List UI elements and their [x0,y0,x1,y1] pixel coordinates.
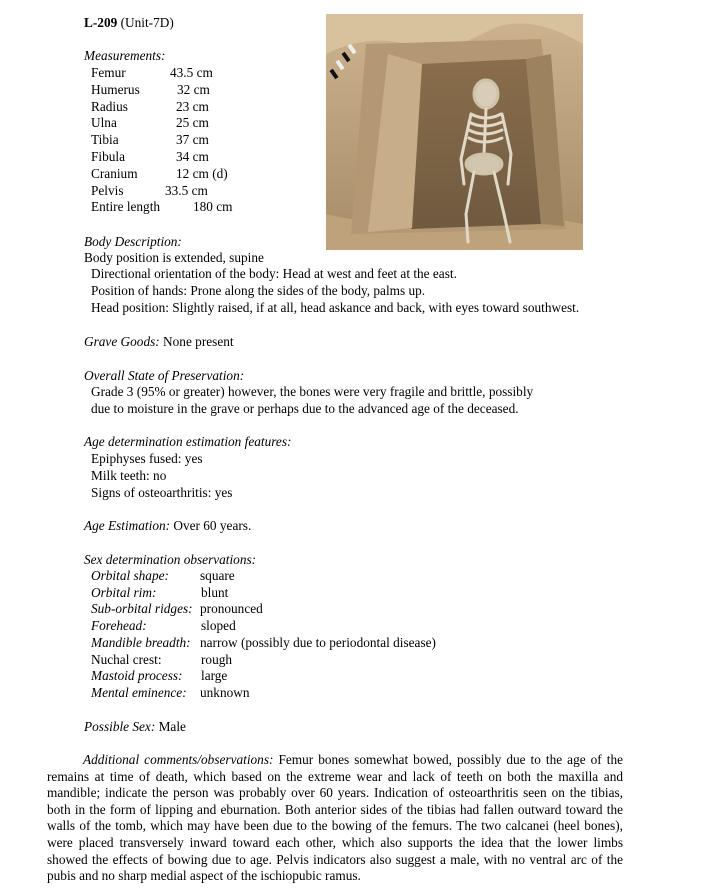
preservation-heading: Overall State of Preservation: [84,368,245,383]
sex-observation-label: Nuchal crest: [91,651,162,667]
sex-observations-heading: Sex determination observations: [84,552,257,567]
preservation-line-1: Grade 3 (95% or greater) however, the bones were very fragile and brittle, possibly [91,384,534,399]
measurement-label: Fibula [91,149,125,164]
epiphyses-fused: Epiphyses fused: yes [91,451,203,466]
body-orientation: Directional orientation of the body: Head at west and feet at the east. [91,266,457,281]
grave-goods-value: None present [163,334,234,349]
measurement-value: 37 cm [176,132,209,148]
sex-observation-label: Orbital shape: [91,568,169,583]
possible-sex-value: Male [158,719,186,734]
measurement-value: 12 cm (d) [176,165,228,181]
measurement-label: Ulna [91,115,117,131]
measurements-heading: Measurements: [84,48,166,63]
additional-comments [47,752,623,885]
age-estimation [84,518,251,534]
body-description-heading: Body Description: [84,234,182,249]
sex-observation-value: large [201,668,228,684]
measurement-label: Humerus [91,81,140,97]
measurement-value: 33.5 cm [165,182,208,198]
measurement-value: 25 cm [176,115,209,131]
sex-observation-value: unknown [200,684,250,700]
measurement-value: 43.5 cm [170,65,213,80]
grave-illustration [326,14,583,250]
measurement-label: Cranium [91,165,138,181]
sex-observation-value: blunt [201,584,229,600]
measurement-label: Pelvis [91,182,124,198]
age-estimation-label: Age Estimation: [84,518,171,533]
sex-observation-value: rough [201,651,233,667]
sex-observation-label: Mental eminence: [91,684,187,700]
sex-observation-value: square [200,568,235,583]
possible-sex [84,719,186,735]
preservation-line-2: due to moisture in the grave or perhaps due to the advanced age of the deceased. [91,401,519,416]
measurement-label: Femur [91,65,126,80]
grave-goods [84,334,234,350]
sex-observation-label: Sub-orbital ridges: [91,601,193,617]
osteoarthritis-signs: Signs of osteoarthritis: yes [91,485,233,500]
comments-label: Additional comments/observations: [83,752,274,767]
burial-id: L-209 [84,15,118,30]
sex-observation-label: Mastoid process: [91,668,183,684]
burial-unit: (Unit-7D) [120,15,174,30]
measurement-label: Entire length [91,199,161,215]
measurement-value: 180 cm [193,199,233,215]
sex-observation-label: Mandible breadth: [91,634,191,650]
measurement-label: Tibia [91,132,119,148]
age-estimation-value: Over 60 years. [173,518,252,533]
measurement-value: 23 cm [176,98,209,114]
grave-photo [326,14,583,250]
milk-teeth: Milk teeth: no [91,468,167,483]
age-features-heading: Age determination estimation features: [84,434,292,449]
hands-position: Position of hands: Prone along the sides of the body, palms up. [91,283,426,298]
measurement-value: 34 cm [176,149,209,164]
sex-observation-label: Forehead: [91,618,147,634]
sex-observation-value: sloped [201,618,236,634]
comments-text: Femur bones somewhat bowed, possibly due to the age of the remains at time of death, which based on the extreme wear and lack of teeth on both the maxilla and mandible; indicate the person was probably over 60 years. Indication of osteoarthritis seen on the tibias, both in the form of lipping and eburnation. Both anterior sides of the tibias had fallen outward toward the walls of the tomb, which may have been due to the bowing of the femurs. The two calcanei (heel bones), were placed transversely inward toward each other, which also supports the idea that the lower limbs showed the effects of bowing due to age. Pelvis indicators also suggest a male, with no ventral arc of the pubis and no sharp medial aspect of the ischiopubic ramus. [47,752,623,884]
body-position: Body position is extended, supine [84,250,264,265]
page-title [84,15,174,31]
measurement-label: Radius [91,98,128,114]
head-position: Head position: Slightly raised, if at all, head askance and back, with eyes toward southwest. [91,300,580,315]
sex-observation-value: pronounced [200,601,263,617]
measurement-value: 32 cm [177,81,210,97]
possible-sex-label: Possible Sex: [84,719,156,734]
sex-observation-label: Orbital rim: [91,584,157,600]
grave-goods-label: Grave Goods: [84,334,160,349]
sex-observation-value: narrow (possibly due to periodontal disease) [200,634,436,650]
